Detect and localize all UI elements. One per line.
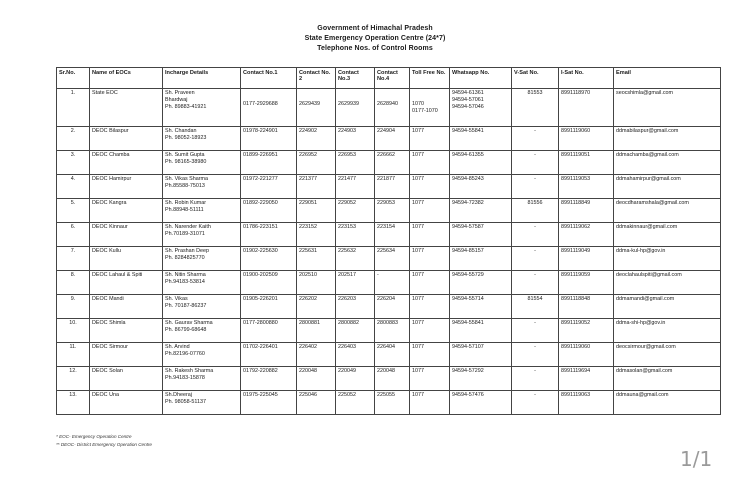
incharge-cell-line: Sh. Rakesh Sharma xyxy=(165,368,214,374)
email-cell: ddmakinnaur@gmail.com xyxy=(614,223,721,247)
whatsapp-cell xyxy=(450,319,512,343)
whatsapp-cell-line: 94594-55714 xyxy=(452,296,484,302)
eoc-name-cell: DEOC Chamba xyxy=(90,151,163,175)
contact-no2-cell: 224902 xyxy=(297,127,336,151)
sr-no-cell: 8. xyxy=(57,271,90,295)
eoc-name-cell: DEOC Kullu xyxy=(90,247,163,271)
eoc-name-cell: DEOC Bilaspur xyxy=(90,127,163,151)
incharge-cell-line: Sh. Praveen xyxy=(165,90,195,96)
sr-no-cell: 7. xyxy=(57,247,90,271)
sr-no-cell: 12. xyxy=(57,367,90,391)
contact-no1-cell: 0177-2800880 xyxy=(241,319,297,343)
incharge-cell-line: Sh. Vikas xyxy=(165,296,188,302)
contact-no4-cell: 229053 xyxy=(375,199,410,223)
contact-no1-cell: 01978-224901 xyxy=(241,127,297,151)
isat-cell: 8991119052 xyxy=(559,319,614,343)
table-row xyxy=(57,391,721,415)
contact-no1-cell: 01900-202509 xyxy=(241,271,297,295)
contact-no4-cell: 225634 xyxy=(375,247,410,271)
incharge-cell xyxy=(163,151,241,175)
incharge-cell xyxy=(163,175,241,199)
incharge-cell xyxy=(163,271,241,295)
page-counter: 1/1 xyxy=(680,447,713,471)
contact-no1-cell: 01905-226201 xyxy=(241,295,297,319)
whatsapp-cell xyxy=(450,271,512,295)
contact-no3-cell: 229052 xyxy=(336,199,375,223)
vsat-cell: 81553 xyxy=(512,89,559,127)
toll-free-cell xyxy=(410,271,450,295)
contact-no4-cell: 2628940 xyxy=(375,89,410,127)
sr-no-cell: 5. xyxy=(57,199,90,223)
sr-no-cell: 6. xyxy=(57,223,90,247)
email-cell: ddmasolan@gmail.com xyxy=(614,367,721,391)
sr-no-cell: 13. xyxy=(57,391,90,415)
col-header: Incharge Details xyxy=(163,68,241,89)
whatsapp-cell xyxy=(450,247,512,271)
toll-free-cell xyxy=(410,343,450,367)
whatsapp-cell xyxy=(450,127,512,151)
eoc-name-cell: DEOC Sirmour xyxy=(90,343,163,367)
email-cell: deocsirmour@gmail.com xyxy=(614,343,721,367)
whatsapp-cell-line: 94594-57107 xyxy=(452,344,484,350)
whatsapp-cell xyxy=(450,175,512,199)
col-header: Whatsapp No. xyxy=(450,68,512,89)
header-government: Government of Himachal Pradesh xyxy=(317,25,433,32)
email-cell: ddma-shi-hp@gov.in xyxy=(614,319,721,343)
incharge-cell-line: Ph. 98058-51137 xyxy=(165,398,206,405)
col-header: I-Sat No. xyxy=(559,68,614,89)
incharge-cell-line: Sh. Chandan xyxy=(165,128,197,134)
whatsapp-cell-line: 94594-85157 xyxy=(452,248,484,254)
eoc-name-cell: DEOC Una xyxy=(90,391,163,415)
contact-no3-cell: 226203 xyxy=(336,295,375,319)
toll-free-cell xyxy=(410,151,450,175)
email-cell: ddma-kul-hp@gov.in xyxy=(614,247,721,271)
email-cell: seocshimla@gmail.com xyxy=(614,89,721,127)
whatsapp-cell xyxy=(450,367,512,391)
isat-cell: 8991119060 xyxy=(559,127,614,151)
whatsapp-cell-line: 94594-55841 xyxy=(452,128,484,134)
incharge-cell xyxy=(163,367,241,391)
table-row xyxy=(57,151,721,175)
incharge-cell-line: Ph. 70187-86237 xyxy=(165,302,207,309)
toll-free-cell xyxy=(410,127,450,151)
whatsapp-cell xyxy=(450,151,512,175)
toll-free-cell-line: 1077 xyxy=(412,368,424,374)
contact-no2-cell: 226202 xyxy=(297,295,336,319)
contact-no1-cell: 01786-223151 xyxy=(241,223,297,247)
incharge-cell xyxy=(163,223,241,247)
toll-free-cell-line: 1077 xyxy=(412,272,424,278)
vsat-cell: - xyxy=(512,319,559,343)
email-cell: ddmauna@gmail.com xyxy=(614,391,721,415)
email-cell: deocdharamshala@gmail.com xyxy=(614,199,721,223)
table-row xyxy=(57,223,721,247)
incharge-cell-line: Ph.85588-75013 xyxy=(165,182,205,189)
isat-cell: 8991119062 xyxy=(559,223,614,247)
email-cell: deoclahaulspiti@gmail.com xyxy=(614,271,721,295)
vsat-cell: - xyxy=(512,247,559,271)
isat-cell: 8991119694 xyxy=(559,367,614,391)
contact-no4-cell: 220048 xyxy=(375,367,410,391)
sr-no-cell: 4. xyxy=(57,175,90,199)
sr-no-cell: 11. xyxy=(57,343,90,367)
whatsapp-cell-line: 94594-55729 xyxy=(452,272,484,278)
incharge-cell xyxy=(163,127,241,151)
whatsapp-cell-line: 94594-55841 xyxy=(452,320,484,326)
contact-no4-cell: 2800883 xyxy=(375,319,410,343)
toll-free-cell xyxy=(410,391,450,415)
toll-free-cell-line: 1077 xyxy=(412,248,424,254)
toll-free-cell xyxy=(410,295,450,319)
vsat-cell: 81554 xyxy=(512,295,559,319)
incharge-cell-line: Bhardwaj xyxy=(165,96,188,103)
table-header-row xyxy=(57,68,721,89)
vsat-cell: 81556 xyxy=(512,199,559,223)
whatsapp-cell-line: 94594-57292 xyxy=(452,368,484,374)
contact-no4-cell: 226662 xyxy=(375,151,410,175)
contact-no4-cell: - xyxy=(375,271,410,295)
email-cell: ddmahamirpur@gmail.com xyxy=(614,175,721,199)
toll-free-cell-line: 1077 xyxy=(412,392,424,398)
col-header: Sr.No. xyxy=(57,68,90,89)
incharge-cell-line: Ph. 98165-38980 xyxy=(165,158,207,165)
col-header: Contact No. 2 xyxy=(297,68,336,89)
table-row xyxy=(57,343,721,367)
toll-free-cell xyxy=(410,175,450,199)
sr-no-cell: 10. xyxy=(57,319,90,343)
vsat-cell: - xyxy=(512,127,559,151)
email-cell: ddmachamba@gmail.com xyxy=(614,151,721,175)
incharge-cell-line: Ph.88948-51111 xyxy=(165,206,204,213)
toll-free-cell xyxy=(410,89,450,127)
incharge-cell xyxy=(163,199,241,223)
incharge-cell xyxy=(163,89,241,127)
contact-no2-cell: 226402 xyxy=(297,343,336,367)
incharge-cell-line: Sh. Prashan Deep xyxy=(165,248,210,254)
col-header: Contact No.3 xyxy=(336,68,375,89)
incharge-cell-line: Sh. Sumit Gupta xyxy=(165,152,205,158)
contact-no3-cell: 225632 xyxy=(336,247,375,271)
incharge-cell-line: Sh. Gaurav Sharma xyxy=(165,320,213,326)
toll-free-cell-line: 1077 xyxy=(412,296,424,302)
incharge-cell xyxy=(163,247,241,271)
eoc-name-cell: DEOC Lahaul & Spiti xyxy=(90,271,163,295)
contact-no2-cell: 2629439 xyxy=(297,89,336,127)
footnote-deoc: ** DEOC- District Emergency Operation Centre xyxy=(56,442,152,447)
eoc-name-cell: DEOC Hamirpur xyxy=(90,175,163,199)
incharge-cell-line: Sh. Nitin Sharma xyxy=(165,272,206,278)
contact-no3-cell: 226403 xyxy=(336,343,375,367)
whatsapp-cell-line: 94594-57046 xyxy=(452,103,484,110)
toll-free-cell-line: 1077 xyxy=(412,128,424,134)
toll-free-cell xyxy=(410,199,450,223)
contact-no2-cell: 220048 xyxy=(297,367,336,391)
contact-no2-cell: 202510 xyxy=(297,271,336,295)
incharge-cell-line: Ph. 8284825770 xyxy=(165,254,205,261)
isat-cell: 8991119053 xyxy=(559,175,614,199)
contact-no1-cell: 01792-220882 xyxy=(241,367,297,391)
eoc-name-cell: DEOC Kangra xyxy=(90,199,163,223)
table-row xyxy=(57,367,721,391)
sr-no-cell: 3. xyxy=(57,151,90,175)
toll-free-cell xyxy=(410,247,450,271)
whatsapp-cell xyxy=(450,199,512,223)
vsat-cell: - xyxy=(512,223,559,247)
vsat-cell: - xyxy=(512,151,559,175)
incharge-cell-line: Ph. 86799-68648 xyxy=(165,326,207,333)
vsat-cell: - xyxy=(512,343,559,367)
incharge-cell xyxy=(163,295,241,319)
toll-free-cell-line: 1077 xyxy=(412,176,424,182)
toll-free-cell xyxy=(410,319,450,343)
sr-no-cell: 1. xyxy=(57,89,90,127)
table-row xyxy=(57,199,721,223)
sr-no-cell: 9. xyxy=(57,295,90,319)
isat-cell: 8991119063 xyxy=(559,391,614,415)
whatsapp-cell xyxy=(450,223,512,247)
contact-no3-cell: 2800882 xyxy=(336,319,375,343)
isat-cell: 8991119059 xyxy=(559,271,614,295)
isat-cell: 8991119051 xyxy=(559,151,614,175)
contact-no2-cell: 2800881 xyxy=(297,319,336,343)
contact-no4-cell: 224904 xyxy=(375,127,410,151)
whatsapp-cell xyxy=(450,295,512,319)
contact-no2-cell: 229051 xyxy=(297,199,336,223)
footnotes xyxy=(56,433,152,449)
whatsapp-cell xyxy=(450,89,512,127)
whatsapp-cell-line: 94594-57587 xyxy=(452,224,484,230)
contact-no2-cell: 223152 xyxy=(297,223,336,247)
table-row xyxy=(57,127,721,151)
whatsapp-cell xyxy=(450,391,512,415)
incharge-cell-line: Sh.Dheeraj xyxy=(165,392,192,398)
contact-no3-cell: 223153 xyxy=(336,223,375,247)
toll-free-cell-line: 1077 xyxy=(412,224,424,230)
table-row xyxy=(57,247,721,271)
incharge-cell-line: Sh. Vikas Sharma xyxy=(165,176,209,182)
col-header: Contact No.1 xyxy=(241,68,297,89)
contact-no2-cell: 225046 xyxy=(297,391,336,415)
incharge-cell-line: Ph.82196-07760 xyxy=(165,350,205,357)
col-header: V-Sat No. xyxy=(512,68,559,89)
toll-free-cell-line: 1077 xyxy=(412,320,424,326)
contact-no3-cell: 220049 xyxy=(336,367,375,391)
contact-no4-cell: 223154 xyxy=(375,223,410,247)
toll-free-cell-line: 1077 xyxy=(412,200,424,206)
contact-no3-cell: 202517 xyxy=(336,271,375,295)
whatsapp-cell-line: 94594-61355 xyxy=(452,152,484,158)
vsat-cell: - xyxy=(512,367,559,391)
contact-no2-cell: 225631 xyxy=(297,247,336,271)
document-header xyxy=(0,24,750,54)
col-header: Contact No.4 xyxy=(375,68,410,89)
incharge-cell-line: Sh. Narender Kaith xyxy=(165,224,211,230)
contact-no4-cell: 225055 xyxy=(375,391,410,415)
incharge-cell xyxy=(163,343,241,367)
email-cell: ddmabilaspur@gmail.com xyxy=(614,127,721,151)
whatsapp-cell-line: 94594-72382 xyxy=(452,200,484,206)
eoc-name-cell: DEOC Mandi xyxy=(90,295,163,319)
incharge-cell-line: Sh. Arvind xyxy=(165,344,190,350)
incharge-cell-line: Ph. 98052-18923 xyxy=(165,134,207,141)
eoc-name-cell: DEOC Kinnaur xyxy=(90,223,163,247)
table-body xyxy=(57,89,721,415)
email-cell: ddmamandi@gmail.com xyxy=(614,295,721,319)
toll-free-cell-line: 1070 xyxy=(412,101,424,107)
toll-free-cell-line: 1077 xyxy=(412,344,424,350)
contact-no3-cell: 221477 xyxy=(336,175,375,199)
incharge-cell-line: Ph.94183-53814 xyxy=(165,278,205,285)
eoc-name-cell: State EOC xyxy=(90,89,163,127)
table-row xyxy=(57,271,721,295)
whatsapp-cell xyxy=(450,343,512,367)
footnote-eoc: * EOC- Emergency Operation Centre xyxy=(56,434,132,439)
whatsapp-cell-line: 94594-85243 xyxy=(452,176,484,182)
isat-cell: 8991119049 xyxy=(559,247,614,271)
toll-free-cell-line: 1077 xyxy=(412,152,424,158)
incharge-cell-line: Ph. 89883-41921 xyxy=(165,103,207,110)
contact-no2-cell: 226952 xyxy=(297,151,336,175)
header-telephone-title: Telephone Nos. of Control Rooms xyxy=(317,45,433,52)
eoc-name-cell: DEOC Solan xyxy=(90,367,163,391)
incharge-cell-line: Ph.94183-15878 xyxy=(165,374,205,381)
toll-free-cell-line: 0177-1070 xyxy=(412,107,438,114)
contact-no1-cell: 01972-221277 xyxy=(241,175,297,199)
col-header: Name of EOCs xyxy=(90,68,163,89)
whatsapp-cell-line: 94594-57476 xyxy=(452,392,484,398)
table-row xyxy=(57,295,721,319)
table-row xyxy=(57,89,721,127)
whatsapp-cell-line: 94594-61361 xyxy=(452,90,484,96)
contact-no3-cell: 224903 xyxy=(336,127,375,151)
incharge-cell-line: Ph.70189-31071 xyxy=(165,230,205,237)
control-rooms-table xyxy=(56,67,721,415)
contact-no1-cell: 01902-225630 xyxy=(241,247,297,271)
vsat-cell: - xyxy=(512,271,559,295)
eoc-name-cell: DEOC Shimla xyxy=(90,319,163,343)
col-header: Email xyxy=(614,68,721,89)
incharge-cell xyxy=(163,319,241,343)
table-row xyxy=(57,319,721,343)
whatsapp-cell-line: 94594-57061 xyxy=(452,96,484,103)
contact-no1-cell: 01892-229050 xyxy=(241,199,297,223)
contact-no1-cell: 0177-2929688 xyxy=(241,89,297,127)
toll-free-cell xyxy=(410,223,450,247)
isat-cell: 8991118848 xyxy=(559,295,614,319)
contact-no2-cell: 221377 xyxy=(297,175,336,199)
isat-cell: 8991119060 xyxy=(559,343,614,367)
toll-free-cell xyxy=(410,367,450,391)
contact-no1-cell: 01975-225045 xyxy=(241,391,297,415)
contact-no3-cell: 2629939 xyxy=(336,89,375,127)
incharge-cell-line: Sh. Robin Kumar xyxy=(165,200,207,206)
header-seoc: State Emergency Operation Centre (24*7) xyxy=(304,35,446,42)
contact-no4-cell: 221877 xyxy=(375,175,410,199)
contact-no3-cell: 226953 xyxy=(336,151,375,175)
contact-no4-cell: 226204 xyxy=(375,295,410,319)
col-header: Toll Free No. xyxy=(410,68,450,89)
contact-no1-cell: 01702-226401 xyxy=(241,343,297,367)
incharge-cell xyxy=(163,391,241,415)
vsat-cell: - xyxy=(512,391,559,415)
isat-cell: 8991118849 xyxy=(559,199,614,223)
sr-no-cell: 2. xyxy=(57,127,90,151)
isat-cell: 8991118970 xyxy=(559,89,614,127)
vsat-cell: - xyxy=(512,175,559,199)
contact-no3-cell: 225052 xyxy=(336,391,375,415)
table-row xyxy=(57,175,721,199)
contact-no1-cell: 01899-226951 xyxy=(241,151,297,175)
contact-no4-cell: 226404 xyxy=(375,343,410,367)
